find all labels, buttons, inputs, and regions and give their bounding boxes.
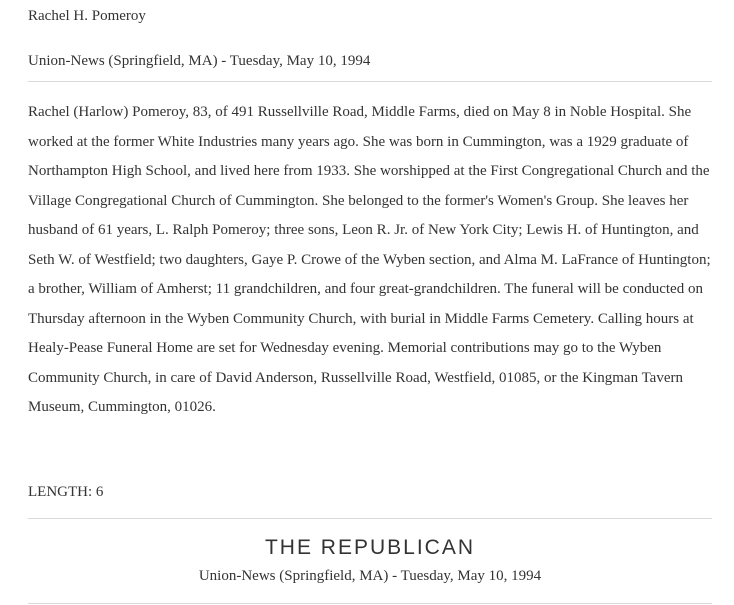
publication-name: THE REPUBLICAN [264, 536, 476, 559]
divider-bottom [28, 603, 712, 604]
publication-footer [28, 534, 712, 586]
footer-source-line: Union-News (Springfield, MA) - Tuesday, May 10, 1994 [198, 568, 542, 584]
article-body: Rachel (Harlow) Pomeroy, 83, of 491 Russellville Road, Middle Farms, died on May 8 in Noble Hospital. She worked at the former White Industries many years ago. She was born in Cummington, was a 1929 graduate of Northampton High School, and lived here from 1933. She worshipped at the First Congregational Church and the Village Congregational Church of Cummington. She belonged to the former's Women's Group. She leaves her husband of 61 years, L. Ralph Pomeroy; three sons, Leon R. Jr. of New York City; Lewis H. of Huntington, and Seth W. of Westfield; two daughters, Gaye P. Crowe of the Wyben section, and Alma M. LaFrance of Huntington; a brother, William of Amherst; 11 grandchildren, and four great-grandchildren. The funeral will be conducted on Thursday afternoon in the Wyben Community Church, with burial in Middle Farms Cemetery. Calling hours at Healy-Pease Funeral Home are set for Wednesday evening. Memorial contributions may go to the Wyben Community Church, in care of David Anderson, Russellville Road, Westfield, 01085, or the Kingman Tavern Museum, Cummington, 01026. [28, 104, 711, 415]
divider-top [28, 81, 712, 82]
article-length: LENGTH: 6 [28, 484, 104, 500]
article-headline: Rachel H. Pomeroy [28, 8, 146, 24]
article-source-line: Union-News (Springfield, MA) - Tuesday, May 10, 1994 [28, 53, 371, 69]
divider-footer [28, 518, 712, 519]
